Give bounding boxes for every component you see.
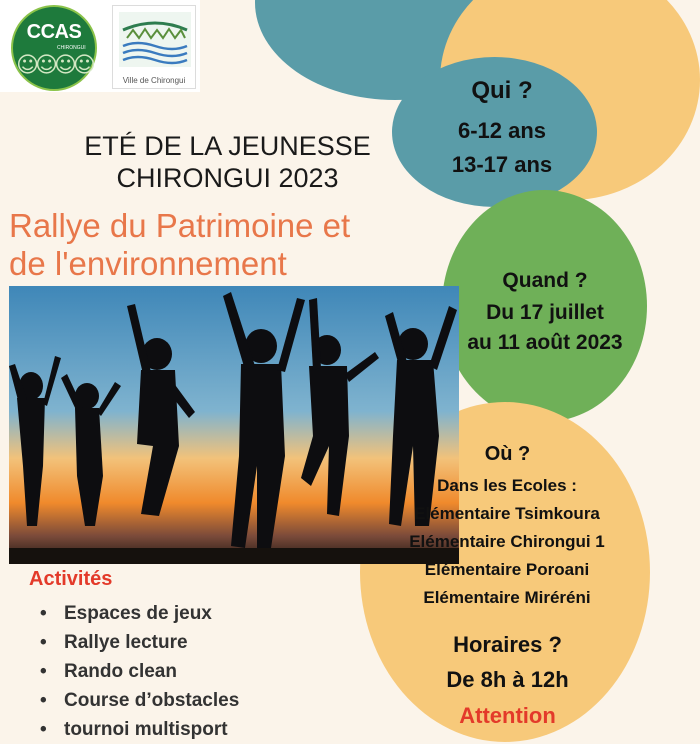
ou-location-line: Elémentaire Miréréni [423,588,591,607]
qui-label: Qui ? [471,77,533,104]
ccas-logo-text: CCAS [26,21,82,43]
quand-dates [450,298,640,358]
ou-location-line: Dans les Ecoles : [437,476,577,495]
subtitle-line-1: Rallye du Patrimoine et [9,207,351,244]
list-item: • Course d’obstacles [40,686,239,715]
ou-location-line: Elémentaire Chirongui 1 [409,532,605,551]
list-item: • tournoi multisport [40,715,239,744]
activites-title: Activités [29,568,113,590]
ville-logo-caption: Ville de Chirongui [122,76,186,85]
ou-label: Où ? [484,443,531,465]
people-icon: ☺☺☺☺ [16,53,92,78]
list-item: • Rando clean [40,657,239,686]
quand-date-line: au 11 août 2023 [467,331,623,354]
qui-ages [432,114,572,182]
title-line-1: ETÉ DE LA JEUNESSE [84,131,371,161]
horaires-label: Horaires ? [453,632,562,657]
logo-strip [0,0,200,92]
list-item: • Espaces de jeux [40,599,239,628]
quand-label: Quand ? [502,269,588,292]
horaires-value: De 8h à 12h [446,667,569,692]
ccas-logo [11,5,97,91]
title-line-2: CHIRONGUI 2023 [116,163,339,193]
ville-de-chirongui-logo [112,5,196,89]
qui-age-range: 6-12 ans [457,118,547,143]
list-item: • Rallye lecture [40,628,239,657]
attention-heading: Attention [459,703,556,728]
ville-logo-art [119,12,191,67]
ccas-logo-subtext: CHIRONGUI [57,45,86,51]
quand-date-line: Du 17 juillet [486,301,604,324]
activites-list [40,599,239,744]
ou-location-line: Elémentaire Tsimkoura [414,504,600,523]
ou-locations [372,472,642,612]
ou-location-line: Elémentaire Poroani [424,560,590,579]
subtitle-line-2: de l'environnement [9,245,287,282]
qui-age-range: 13-17 ans [451,152,553,177]
